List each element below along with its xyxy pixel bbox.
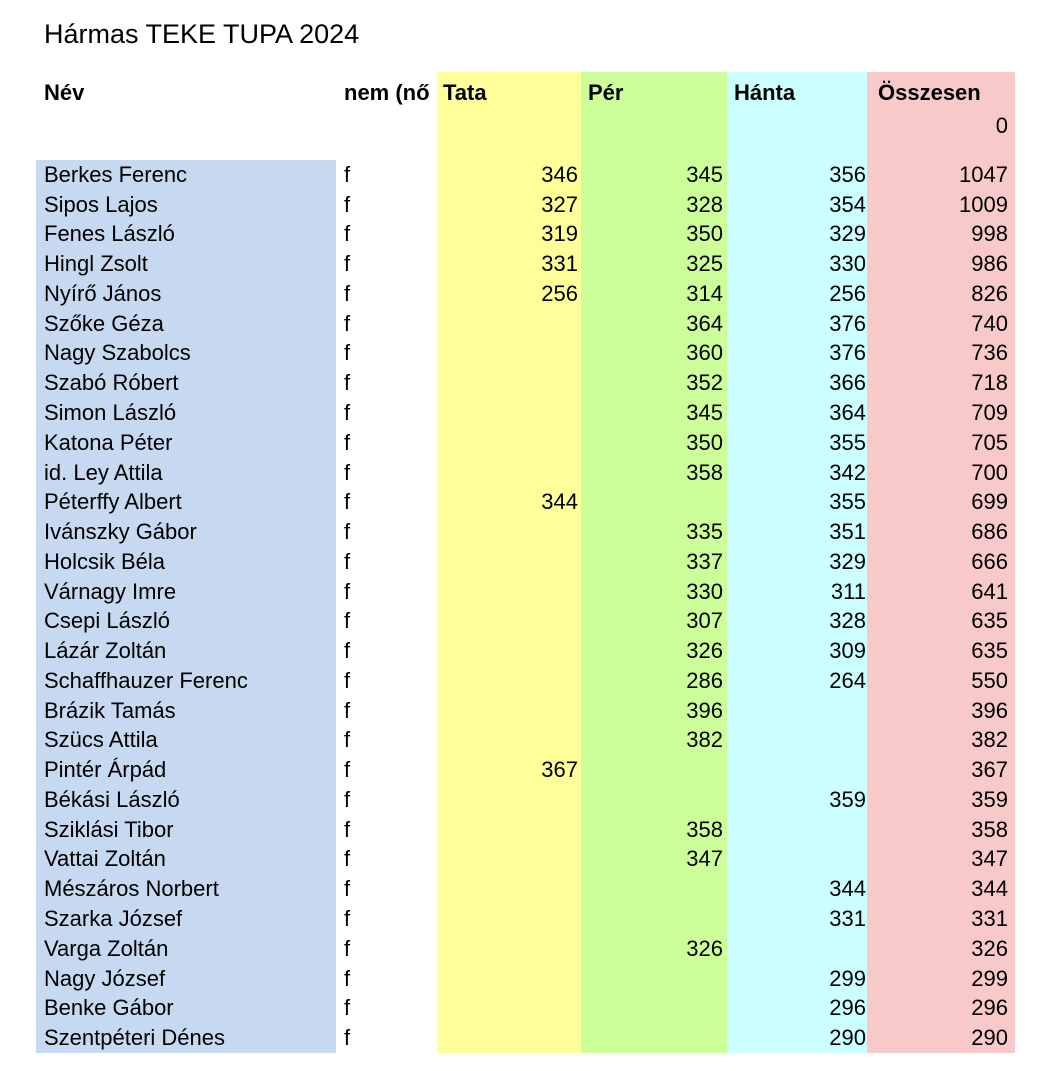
table-row bbox=[0, 726, 1047, 756]
gender-cell[interactable]: f bbox=[344, 459, 351, 485]
hanta-cell[interactable]: 376 bbox=[829, 310, 866, 336]
table-row bbox=[0, 458, 1047, 488]
hanta-cell[interactable]: 299 bbox=[829, 965, 866, 991]
per-cell[interactable] bbox=[581, 874, 723, 904]
per-cell[interactable]: 335 bbox=[686, 519, 723, 545]
gender-cell[interactable]: f bbox=[344, 548, 351, 574]
osszesen-cell[interactable]: 826 bbox=[971, 280, 1008, 306]
tata-cell[interactable] bbox=[437, 398, 578, 428]
table-row bbox=[0, 815, 1047, 845]
table-row bbox=[0, 874, 1047, 904]
table-row bbox=[0, 577, 1047, 607]
name-cell[interactable]: Katona Péter bbox=[44, 429, 173, 455]
osszesen-cell[interactable]: 635 bbox=[971, 638, 1008, 664]
gender-cell[interactable]: f bbox=[344, 935, 351, 961]
table-row bbox=[0, 785, 1047, 815]
hanta-cell[interactable]: 376 bbox=[829, 340, 866, 366]
gender-cell[interactable]: f bbox=[344, 340, 351, 366]
name-cell[interactable]: Szücs Attila bbox=[44, 727, 158, 753]
tata-cell[interactable]: 344 bbox=[541, 489, 578, 515]
table-row bbox=[0, 696, 1047, 726]
hanta-cell[interactable]: 296 bbox=[829, 995, 866, 1021]
per-cell[interactable] bbox=[581, 964, 723, 994]
tata-cell[interactable]: 346 bbox=[541, 161, 578, 187]
name-cell[interactable]: Várnagy Imre bbox=[44, 578, 177, 604]
hanta-cell[interactable]: 331 bbox=[829, 906, 866, 932]
osszesen-cell[interactable]: 550 bbox=[971, 667, 1008, 693]
table-row bbox=[0, 904, 1047, 934]
tata-cell[interactable] bbox=[437, 606, 578, 636]
hanta-cell[interactable]: 354 bbox=[829, 191, 866, 217]
tata-cell[interactable] bbox=[437, 815, 578, 845]
osszesen-cell[interactable]: 1047 bbox=[959, 161, 1008, 187]
table-row bbox=[0, 547, 1047, 577]
per-cell[interactable]: 360 bbox=[686, 340, 723, 366]
tata-cell[interactable] bbox=[437, 964, 578, 994]
gender-cell[interactable]: f bbox=[344, 519, 351, 545]
table-row bbox=[0, 428, 1047, 458]
per-cell[interactable]: 286 bbox=[686, 667, 723, 693]
tata-cell[interactable]: 331 bbox=[541, 251, 578, 277]
per-cell[interactable]: 396 bbox=[686, 697, 723, 723]
name-cell[interactable]: Nagy Szabolcs bbox=[44, 340, 191, 366]
per-cell[interactable] bbox=[581, 487, 723, 517]
gender-cell[interactable]: f bbox=[344, 697, 351, 723]
table-row bbox=[0, 606, 1047, 636]
hanta-cell[interactable]: 364 bbox=[829, 400, 866, 425]
name-cell[interactable]: Holcsik Béla bbox=[44, 548, 166, 574]
hanta-cell[interactable]: 356 bbox=[829, 161, 866, 187]
name-cell[interactable]: Nyírő János bbox=[44, 280, 162, 306]
tata-cell[interactable] bbox=[437, 547, 578, 577]
name-cell[interactable]: Szentpéteri Dénes bbox=[44, 1025, 225, 1051]
per-cell[interactable] bbox=[581, 785, 723, 815]
hanta-cell[interactable] bbox=[727, 845, 866, 875]
tata-cell[interactable] bbox=[437, 904, 578, 934]
name-cell[interactable]: Békási László bbox=[44, 786, 180, 812]
hanta-cell[interactable]: 290 bbox=[829, 1025, 866, 1051]
osszesen-zero-cell[interactable]: 0 bbox=[995, 113, 1008, 138]
gender-cell[interactable]: f bbox=[344, 489, 351, 515]
per-cell[interactable]: 325 bbox=[686, 251, 723, 277]
tata-cell[interactable] bbox=[437, 785, 578, 815]
tata-cell[interactable]: 327 bbox=[541, 191, 578, 217]
table-row bbox=[0, 964, 1047, 994]
name-cell[interactable]: Benke Gábor bbox=[44, 995, 174, 1021]
per-cell[interactable]: 352 bbox=[686, 370, 723, 396]
table-row bbox=[0, 368, 1047, 398]
osszesen-cell[interactable]: 331 bbox=[971, 906, 1008, 932]
table-row bbox=[0, 279, 1047, 309]
osszesen-cell[interactable]: 986 bbox=[971, 251, 1008, 277]
per-cell[interactable] bbox=[581, 904, 723, 934]
gender-cell[interactable]: f bbox=[344, 400, 351, 425]
table-row bbox=[0, 249, 1047, 279]
per-cell[interactable]: 345 bbox=[686, 400, 723, 425]
table-row bbox=[0, 398, 1047, 428]
tata-cell[interactable] bbox=[437, 934, 578, 964]
tata-cell[interactable] bbox=[437, 309, 578, 339]
osszesen-cell[interactable]: 326 bbox=[971, 935, 1008, 961]
tata-cell[interactable] bbox=[437, 993, 578, 1023]
per-cell[interactable]: 326 bbox=[686, 638, 723, 664]
tata-cell[interactable] bbox=[437, 726, 578, 756]
gender-cell[interactable]: f bbox=[344, 370, 351, 396]
name-cell[interactable]: Szarka József bbox=[44, 906, 183, 932]
osszesen-cell[interactable]: 700 bbox=[971, 459, 1008, 485]
gender-cell[interactable]: f bbox=[344, 786, 351, 812]
name-cell[interactable]: Varga Zoltán bbox=[44, 935, 169, 961]
per-cell[interactable]: 382 bbox=[686, 727, 723, 753]
hanta-cell[interactable] bbox=[727, 696, 866, 726]
osszesen-cell[interactable]: 666 bbox=[971, 548, 1008, 574]
osszesen-cell[interactable]: 344 bbox=[971, 876, 1008, 902]
hanta-cell[interactable]: 355 bbox=[829, 489, 866, 515]
hanta-cell[interactable]: 330 bbox=[829, 251, 866, 277]
osszesen-cell[interactable]: 382 bbox=[971, 727, 1008, 753]
osszesen-cell[interactable]: 718 bbox=[971, 370, 1008, 396]
osszesen-cell[interactable]: 705 bbox=[971, 429, 1008, 455]
table-row bbox=[0, 309, 1047, 339]
hanta-cell[interactable]: 264 bbox=[829, 667, 866, 693]
hanta-cell[interactable]: 329 bbox=[829, 548, 866, 574]
per-cell[interactable]: 330 bbox=[686, 578, 723, 604]
per-cell[interactable]: 307 bbox=[686, 608, 723, 634]
tata-cell[interactable]: 256 bbox=[541, 280, 578, 306]
per-cell[interactable]: 345 bbox=[686, 161, 723, 187]
tata-cell[interactable] bbox=[437, 874, 578, 904]
column-header-per[interactable]: Pér bbox=[588, 80, 624, 105]
gender-cell[interactable]: f bbox=[344, 280, 351, 306]
per-cell[interactable]: 337 bbox=[686, 548, 723, 574]
name-cell[interactable]: Mészáros Norbert bbox=[44, 876, 219, 902]
gender-cell[interactable]: f bbox=[344, 757, 351, 783]
gender-cell[interactable]: f bbox=[344, 578, 351, 604]
osszesen-cell[interactable]: 359 bbox=[971, 786, 1008, 812]
table-row bbox=[0, 220, 1047, 250]
osszesen-cell[interactable]: 367 bbox=[971, 757, 1008, 783]
osszesen-cell[interactable]: 740 bbox=[971, 310, 1008, 336]
osszesen-cell[interactable]: 641 bbox=[971, 578, 1008, 604]
table-row bbox=[0, 934, 1047, 964]
column-header-tata[interactable]: Tata bbox=[443, 80, 487, 105]
table-row bbox=[0, 160, 1047, 190]
column-header-osszesen[interactable]: Összesen bbox=[878, 80, 981, 105]
per-cell[interactable] bbox=[581, 1023, 723, 1053]
name-cell[interactable]: Schaffhauzer Ferenc bbox=[44, 667, 248, 693]
column-header-nem[interactable]: nem (nő bbox=[344, 80, 430, 105]
tata-cell[interactable] bbox=[437, 517, 578, 547]
hanta-cell[interactable]: 309 bbox=[829, 638, 866, 664]
tata-cell[interactable] bbox=[437, 1023, 578, 1053]
tata-cell[interactable] bbox=[437, 577, 578, 607]
hanta-cell[interactable]: 359 bbox=[829, 786, 866, 812]
tata-cell[interactable] bbox=[437, 339, 578, 369]
osszesen-cell[interactable]: 736 bbox=[971, 340, 1008, 366]
gender-cell[interactable]: f bbox=[344, 638, 351, 664]
osszesen-cell[interactable]: 296 bbox=[971, 995, 1008, 1021]
name-cell[interactable]: Nagy József bbox=[44, 965, 166, 991]
name-cell[interactable]: Fenes László bbox=[44, 221, 175, 247]
hanta-cell[interactable]: 311 bbox=[830, 578, 866, 604]
name-cell[interactable]: Lázár Zoltán bbox=[44, 638, 167, 664]
name-cell[interactable]: Szabó Róbert bbox=[44, 370, 179, 396]
osszesen-cell[interactable]: 347 bbox=[971, 846, 1008, 872]
per-cell[interactable]: 314 bbox=[686, 280, 723, 306]
tata-cell[interactable]: 367 bbox=[541, 757, 578, 783]
table-row bbox=[0, 636, 1047, 666]
per-cell[interactable] bbox=[581, 993, 723, 1023]
name-cell[interactable]: Sipos Lajos bbox=[44, 191, 158, 217]
tata-cell[interactable] bbox=[437, 666, 578, 696]
hanta-cell[interactable]: 328 bbox=[829, 608, 866, 634]
table-row bbox=[0, 1023, 1047, 1053]
gender-cell[interactable]: f bbox=[344, 310, 351, 336]
table-row bbox=[0, 339, 1047, 369]
tata-cell[interactable] bbox=[437, 696, 578, 726]
table-row bbox=[0, 666, 1047, 696]
osszesen-cell[interactable]: 709 bbox=[971, 400, 1008, 425]
tata-cell[interactable] bbox=[437, 428, 578, 458]
gender-cell[interactable]: f bbox=[344, 667, 351, 693]
name-cell[interactable]: Berkes Ferenc bbox=[44, 161, 188, 187]
hanta-cell[interactable]: 366 bbox=[829, 370, 866, 396]
page-title: Hármas TEKE TUPA 2024 bbox=[44, 19, 360, 49]
gender-cell[interactable]: f bbox=[344, 906, 351, 932]
name-cell[interactable]: Pintér Árpád bbox=[44, 757, 167, 783]
name-cell[interactable]: Brázik Tamás bbox=[44, 697, 176, 723]
gender-cell[interactable]: f bbox=[344, 965, 351, 991]
per-cell[interactable]: 347 bbox=[686, 846, 723, 872]
tata-cell[interactable] bbox=[437, 368, 578, 398]
gender-cell[interactable]: f bbox=[344, 816, 351, 842]
gender-cell[interactable]: f bbox=[344, 995, 351, 1021]
gender-cell[interactable]: f bbox=[344, 608, 351, 634]
hanta-cell[interactable] bbox=[727, 755, 866, 785]
per-cell[interactable]: 350 bbox=[686, 429, 723, 455]
osszesen-cell[interactable]: 299 bbox=[971, 965, 1008, 991]
table-row bbox=[0, 487, 1047, 517]
gender-cell[interactable]: f bbox=[344, 161, 351, 187]
hanta-cell[interactable]: 355 bbox=[829, 429, 866, 455]
name-cell[interactable]: Hingl Zsolt bbox=[44, 251, 148, 277]
name-cell[interactable]: Péterffy Albert bbox=[44, 489, 182, 515]
name-cell[interactable]: Ivánszky Gábor bbox=[44, 519, 197, 545]
osszesen-cell[interactable]: 290 bbox=[971, 1025, 1008, 1051]
table-row bbox=[0, 993, 1047, 1023]
gender-cell[interactable]: f bbox=[344, 251, 351, 277]
per-cell[interactable] bbox=[581, 755, 723, 785]
osszesen-cell[interactable]: 1009 bbox=[959, 191, 1008, 217]
hanta-cell[interactable]: 351 bbox=[829, 519, 866, 545]
name-cell[interactable]: id. Ley Attila bbox=[44, 459, 163, 485]
hanta-cell[interactable] bbox=[727, 934, 866, 964]
hanta-cell[interactable]: 256 bbox=[829, 280, 866, 306]
table-row bbox=[0, 845, 1047, 875]
hanta-cell[interactable] bbox=[727, 815, 866, 845]
name-cell[interactable]: Vattai Zoltán bbox=[44, 846, 166, 872]
gender-cell[interactable]: f bbox=[344, 876, 351, 902]
table-row bbox=[0, 517, 1047, 547]
column-header-nev[interactable]: Név bbox=[44, 80, 85, 105]
gender-cell[interactable]: f bbox=[344, 1025, 351, 1051]
osszesen-cell[interactable]: 699 bbox=[971, 489, 1008, 515]
tata-cell[interactable] bbox=[437, 458, 578, 488]
table-row bbox=[0, 190, 1047, 220]
gender-cell[interactable]: f bbox=[344, 429, 351, 455]
gender-cell[interactable]: f bbox=[344, 846, 351, 872]
hanta-cell[interactable] bbox=[727, 726, 866, 756]
osszesen-cell[interactable]: 635 bbox=[971, 608, 1008, 634]
osszesen-cell[interactable]: 396 bbox=[971, 697, 1008, 723]
table-row bbox=[0, 755, 1047, 785]
per-cell[interactable]: 326 bbox=[686, 935, 723, 961]
per-cell[interactable]: 364 bbox=[686, 310, 723, 336]
name-cell[interactable]: Sziklási Tibor bbox=[44, 816, 174, 842]
per-cell[interactable]: 328 bbox=[686, 191, 723, 217]
hanta-cell[interactable]: 342 bbox=[829, 459, 866, 485]
column-header-hanta[interactable]: Hánta bbox=[734, 80, 796, 105]
name-cell[interactable]: Simon László bbox=[44, 400, 177, 425]
name-cell[interactable]: Csepi László bbox=[44, 608, 170, 634]
per-cell[interactable]: 350 bbox=[686, 221, 723, 247]
gender-cell[interactable]: f bbox=[344, 191, 351, 217]
tata-cell[interactable] bbox=[437, 636, 578, 666]
osszesen-cell[interactable]: 998 bbox=[971, 221, 1008, 247]
gender-cell[interactable]: f bbox=[344, 727, 351, 753]
name-cell[interactable]: Szőke Géza bbox=[44, 310, 164, 336]
per-cell[interactable]: 358 bbox=[686, 459, 723, 485]
osszesen-cell[interactable]: 358 bbox=[971, 816, 1008, 842]
osszesen-cell[interactable]: 686 bbox=[971, 519, 1008, 545]
hanta-cell[interactable]: 344 bbox=[829, 876, 866, 902]
hanta-cell[interactable]: 329 bbox=[829, 221, 866, 247]
gender-cell[interactable]: f bbox=[344, 221, 351, 247]
tata-cell[interactable] bbox=[437, 845, 578, 875]
per-cell[interactable]: 358 bbox=[686, 816, 723, 842]
tata-cell[interactable]: 319 bbox=[541, 221, 578, 247]
